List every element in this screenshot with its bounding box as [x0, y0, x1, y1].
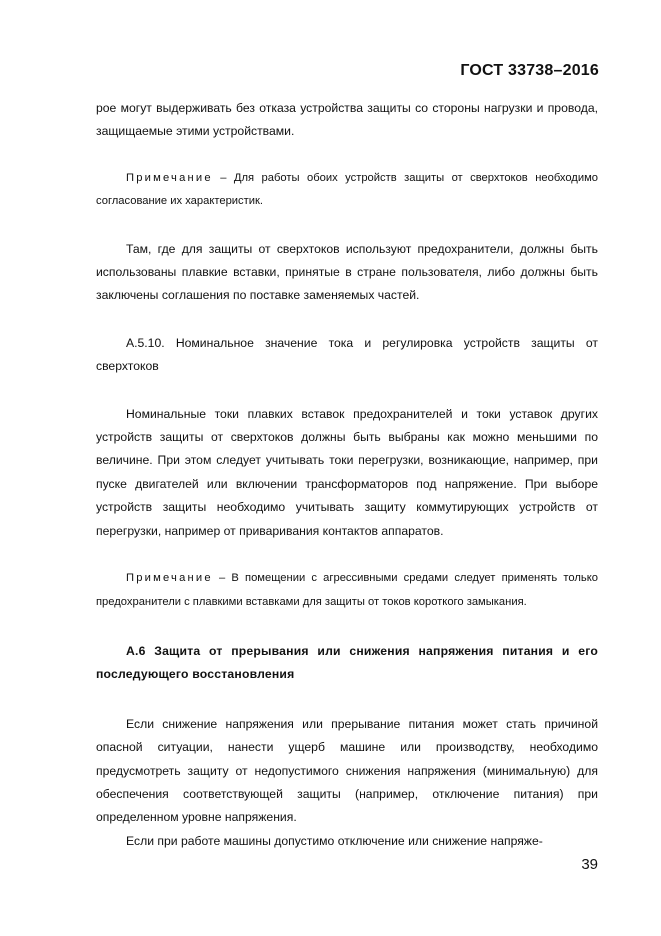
paragraph-undervoltage: Если снижение напряжения или прерывание питания может стать причиной опасной ситуации, нанести ущерб машине или производству, необходимо предусмотреть защиту от недопустимого снижения напряжения (минимальную) для обеспечения соответствующей защиты (например, отключение питания) при определенном уровне напряжения.	[96, 716, 598, 825]
document-code-header: ГОСТ 33738–2016	[460, 62, 599, 79]
note-text: – Для работы обоих устройств защиты от сверхтоков необходимо согласование их характеристик.	[96, 171, 598, 208]
section-heading-a6: А.6 Защита от прерывания или снижения напряжения питания и его последующего восстановления	[96, 643, 598, 682]
paragraph-continuation: рое могут выдерживать без отказа устройства защиты со стороны нагрузки и провода, защищаемые этими устройствами.	[96, 101, 598, 139]
note-1	[96, 167, 598, 214]
page-body	[96, 97, 598, 853]
subsection-heading-a5-10: А.5.10. Номинальное значение тока и регулировка устройств защиты от сверхтоков	[96, 335, 598, 374]
note-text: – В помещении с агрессивными средами следует применять только предохранители с плавкими вставками для защиты от токов короткого замыкания.	[96, 572, 598, 608]
page-number: 39	[581, 856, 598, 873]
note-label: Примечание	[126, 572, 213, 585]
paragraph-fuses: Там, где для защиты от сверхтоков используют предохранители, должны быть использованы плавкие вставки, принятые в стране пользователя, либо должны быть заключены соглашения по поставке заменяемых частей.	[96, 241, 598, 303]
note-label: Примечание	[126, 171, 213, 184]
paragraph-continued: Если при работе машины допустимо отключение или снижение напряже-	[126, 833, 543, 848]
note-2	[96, 567, 598, 614]
paragraph-rated-currents: Номинальные токи плавких вставок предохранителей и токи уставок других устройств защиты от сверхтоков должны быть выбраны как можно меньшими по величине. При этом следует учитывать токи перегрузки, возникающие, например, при пуске двигателей или включении трансформаторов под напряжение. При выборе устройств защиты необходимо учитывать защиту коммутирующих устройств от перегрузки, например от приваривания контактов аппаратов.	[96, 406, 598, 538]
